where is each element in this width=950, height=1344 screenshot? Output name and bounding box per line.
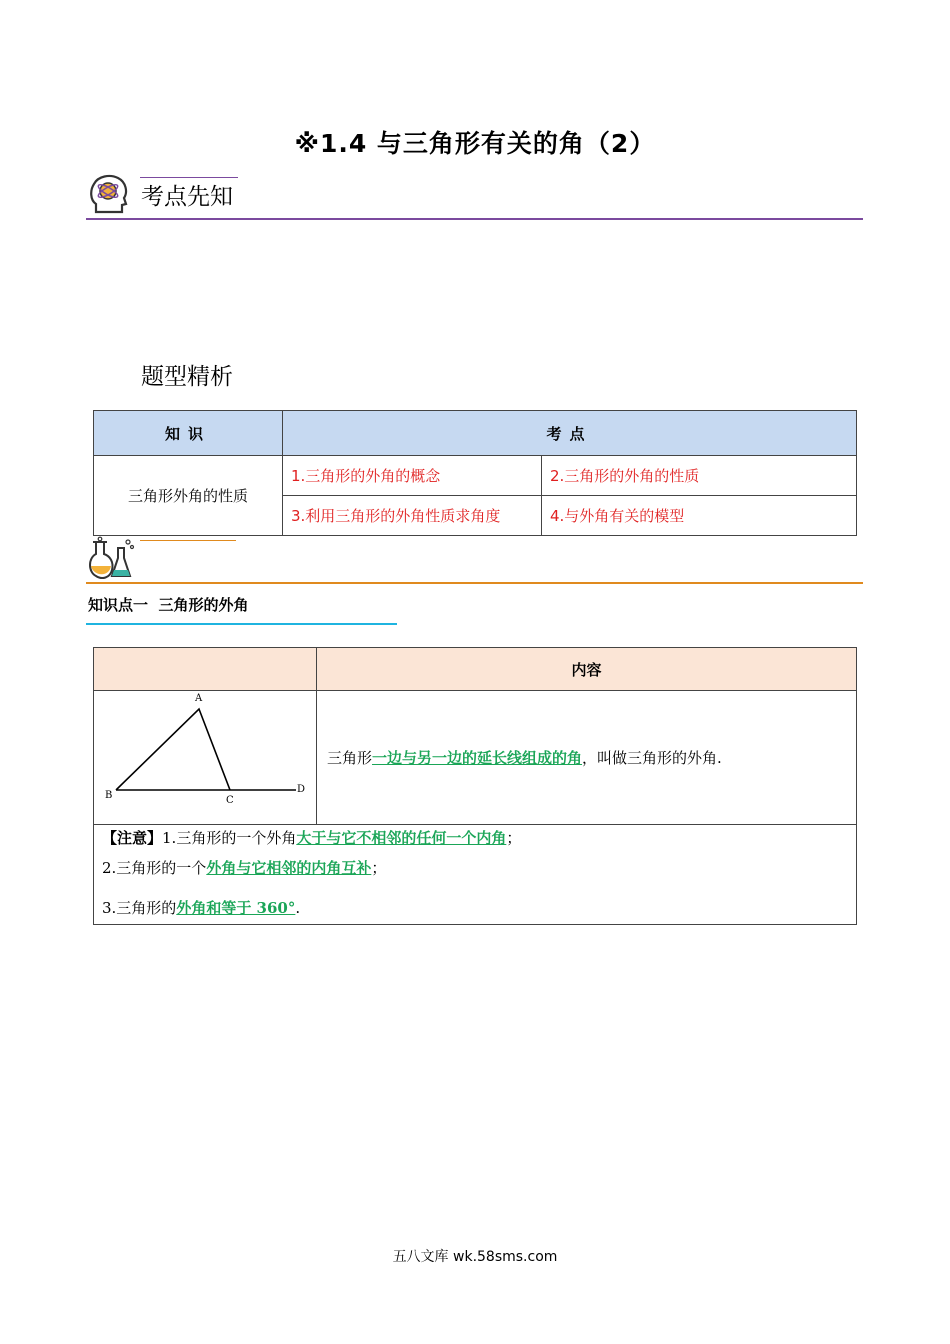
- subheading: 知识点一 三角形的外角: [88, 596, 249, 614]
- figure-cell: [94, 691, 317, 825]
- definition-cell: [317, 691, 857, 825]
- point-cell: 1.三角形的外角的概念: [283, 456, 542, 496]
- content-table: [93, 647, 857, 925]
- header-content: 内容: [317, 648, 857, 691]
- definition-highlight: 一边与另一边的延长线组成的角: [372, 749, 583, 767]
- note-line3-post: .: [295, 899, 301, 917]
- section-divider-purple: [86, 218, 863, 220]
- label-b: B: [105, 790, 113, 801]
- head-brain-icon: [88, 172, 130, 218]
- knowledge-cell: 三角形外角的性质: [94, 456, 283, 536]
- note-line3-pre: 3.三角形的: [102, 899, 177, 917]
- label-d: D: [297, 784, 306, 795]
- header-points: 考点: [283, 411, 857, 456]
- knowledge-table: [93, 410, 857, 536]
- header-knowledge: 知识: [94, 411, 283, 456]
- flask-icon: [84, 536, 136, 582]
- definition-post: ，叫做三角形的外角.: [582, 749, 722, 767]
- note-line3-highlight: 外角和等于 360°: [176, 899, 296, 917]
- point-cell: 3.利用三角形的外角性质求角度: [283, 496, 542, 536]
- section-label-tixing: 题型精析: [141, 364, 233, 390]
- section-divider-orange: [86, 582, 863, 584]
- footer-watermark: 五八文库 wk.58sms.com: [392, 1249, 558, 1265]
- point-cell: 4.与外角有关的模型: [542, 496, 857, 536]
- header-left: [94, 648, 317, 691]
- definition-pre: 三角形: [327, 749, 373, 767]
- page-title: ※1.4 与三角形有关的角（2）: [294, 129, 656, 158]
- note-line1-highlight: 大于与它不相邻的任何一个内角: [296, 829, 507, 847]
- note-cell: [94, 825, 857, 925]
- subheading-underline: [86, 623, 397, 625]
- note-line2-pre: 2.三角形的一个: [102, 859, 207, 877]
- label-c: C: [226, 795, 234, 806]
- note-line2-post: ；: [371, 859, 387, 877]
- note-line1-post: ；: [506, 829, 522, 847]
- point-cell: 2.三角形的外角的性质: [542, 456, 857, 496]
- note-line1-pre: 1.三角形的一个外角: [162, 829, 297, 847]
- note-line2-highlight: 外角与它相邻的内角互补: [206, 859, 372, 877]
- section-top-line-orange: [140, 540, 236, 541]
- note-tag: 【注意】: [102, 829, 163, 847]
- triangle-figure: [94, 691, 314, 824]
- label-a: A: [195, 693, 203, 704]
- section-label-kaodian: 考点先知: [141, 184, 233, 210]
